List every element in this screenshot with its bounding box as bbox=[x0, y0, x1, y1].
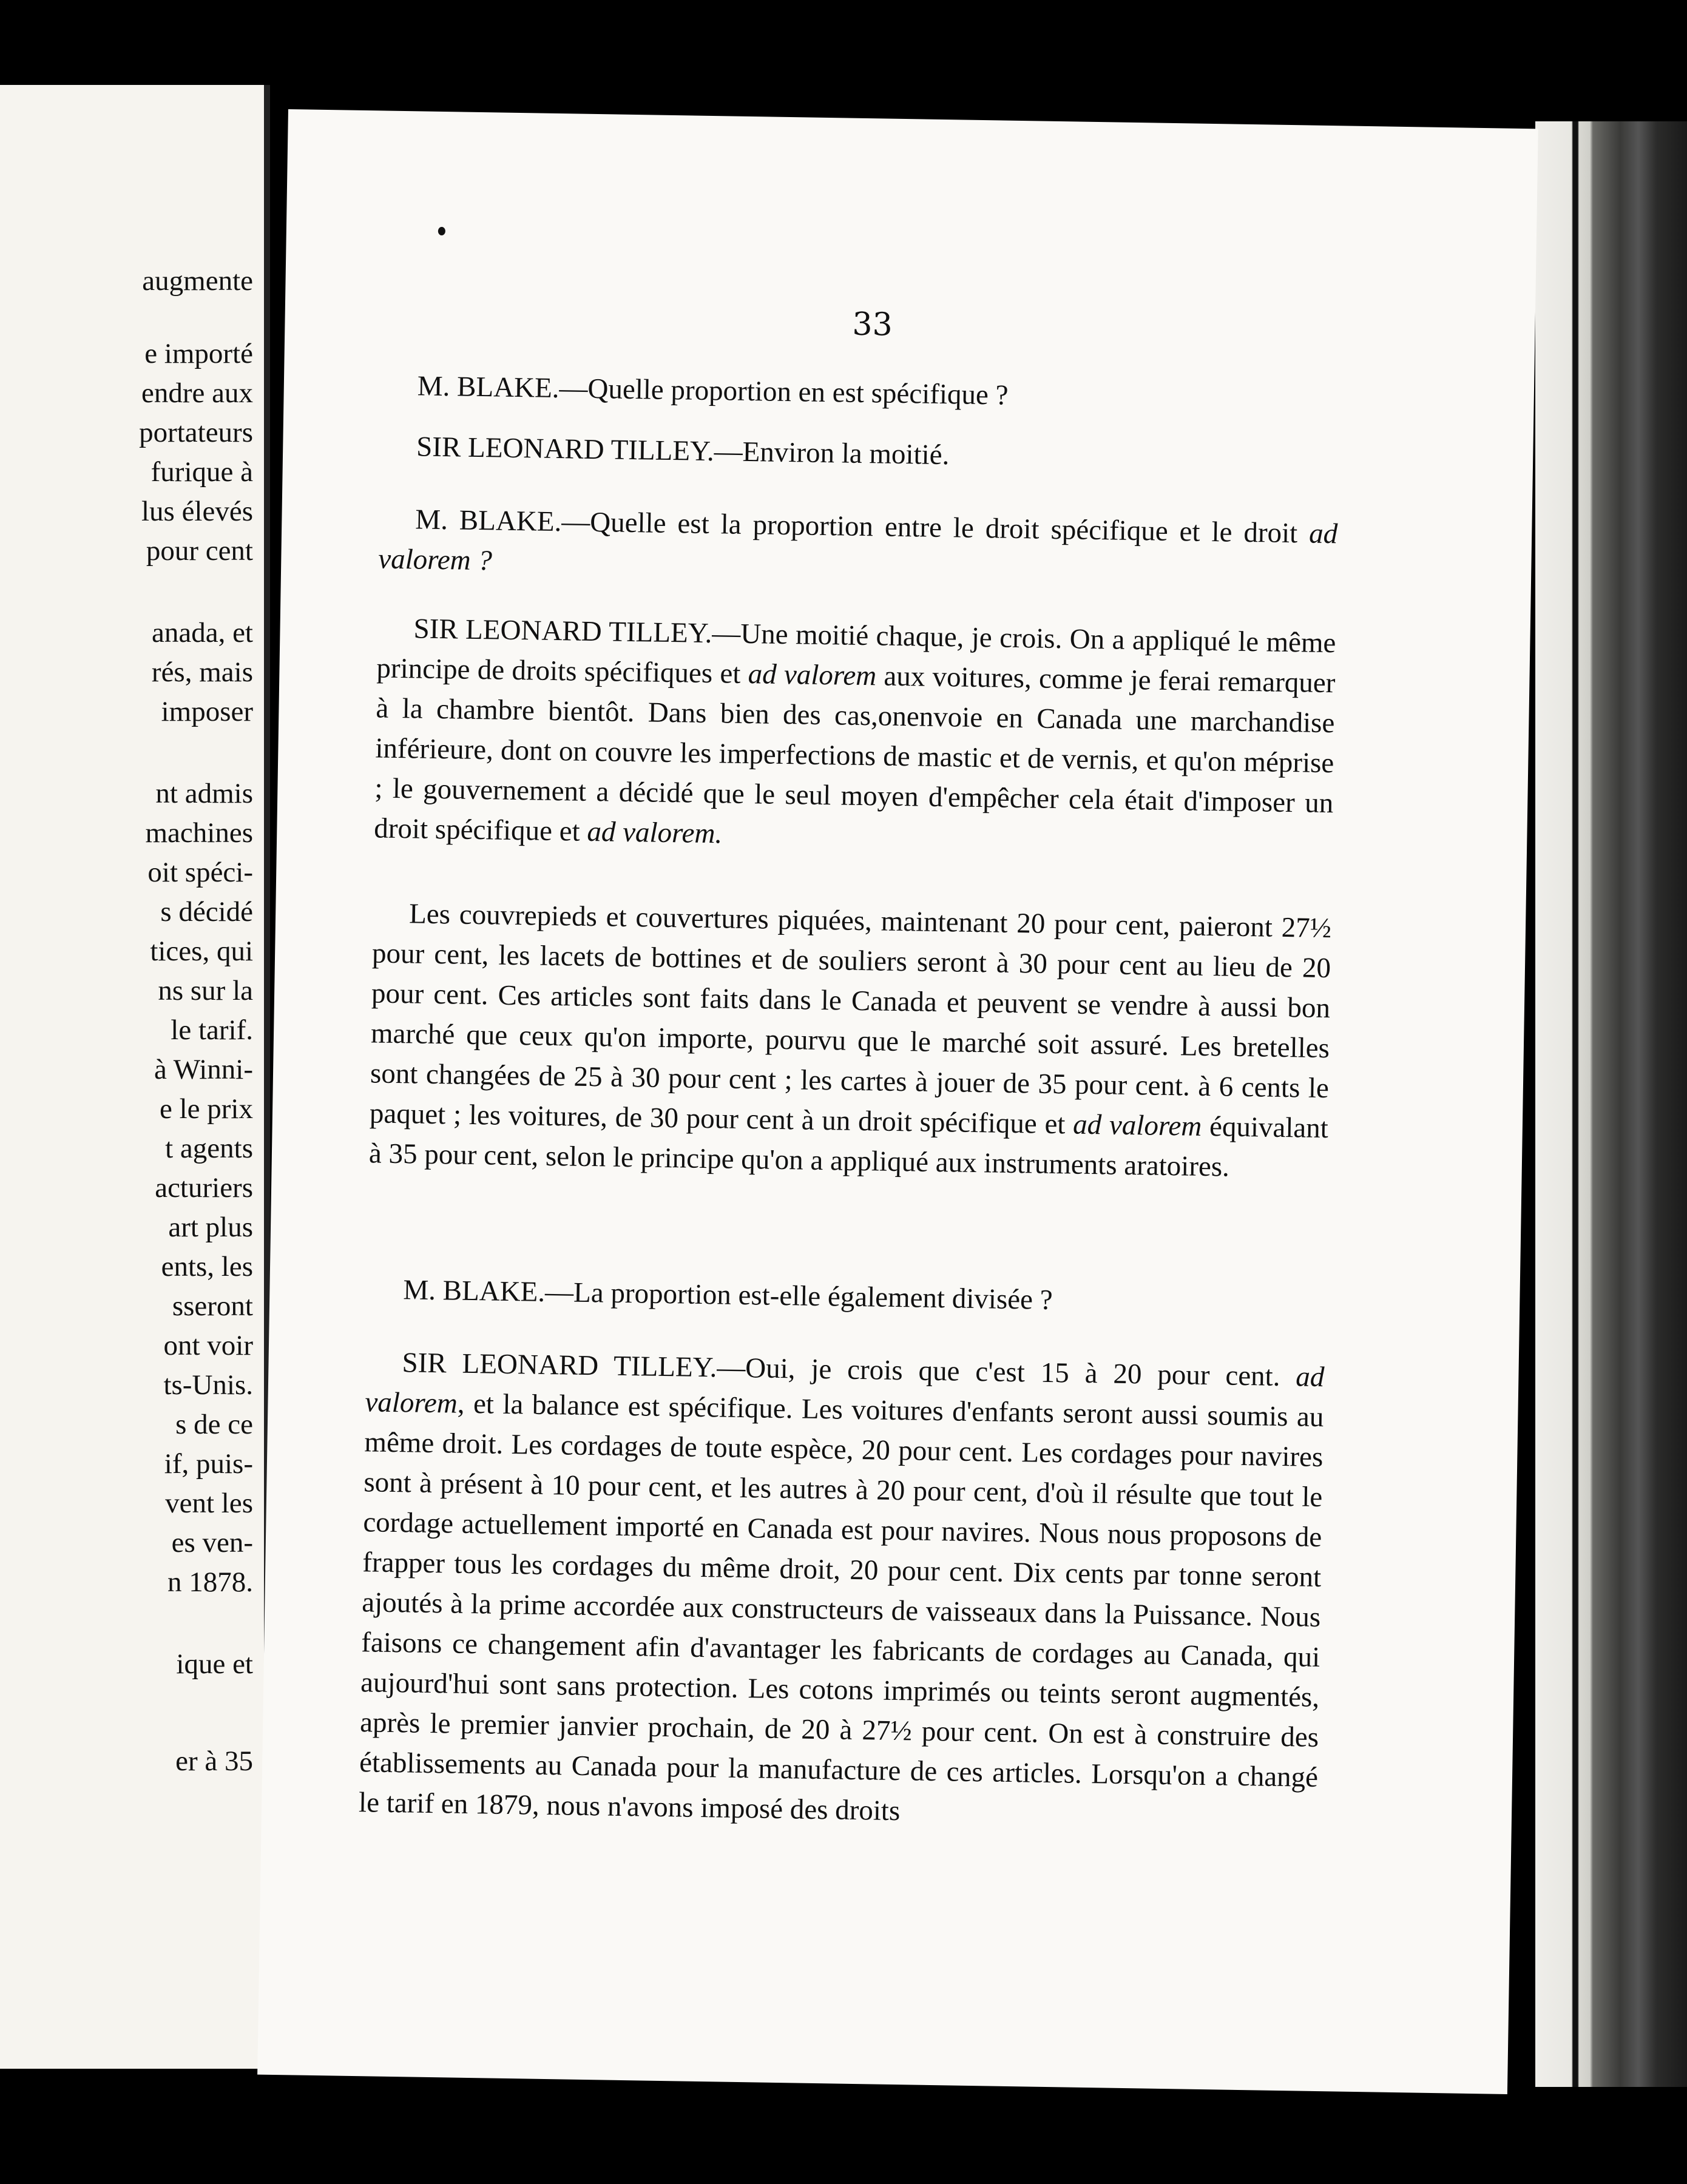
left-page-line: tices, qui bbox=[150, 935, 253, 967]
left-page-line: imposer bbox=[161, 696, 253, 727]
left-page-line: endre aux bbox=[141, 377, 253, 409]
left-page-line: vent les bbox=[165, 1488, 253, 1519]
left-page-line: e le prix bbox=[160, 1093, 253, 1125]
right-page bbox=[257, 109, 1538, 2094]
paragraph-6: M. BLAKE.—La proportion est-elle également divisée ? bbox=[403, 1274, 1053, 1316]
left-page-line: à Winni- bbox=[154, 1054, 253, 1085]
left-page-line: t agents bbox=[165, 1133, 253, 1164]
left-page-line: le tarif. bbox=[171, 1014, 253, 1046]
left-page-line: s de ce bbox=[175, 1409, 253, 1440]
book-page-edges bbox=[1535, 121, 1687, 2087]
left-page-line: furique à bbox=[150, 456, 253, 488]
left-page-line: anada, et bbox=[151, 617, 253, 649]
left-page-line: s décidé bbox=[160, 896, 253, 928]
left-page-line: art plus bbox=[168, 1212, 253, 1243]
left-page-line: ns sur la bbox=[158, 975, 253, 1006]
left-page-line: acturiers bbox=[155, 1172, 253, 1204]
left-page-line: machines bbox=[145, 817, 253, 849]
paragraph-1: M. BLAKE.—Quelle proportion en est spécifique ? bbox=[417, 370, 1009, 411]
paragraph-3: M. BLAKE.—Quelle est la proportion entre le droit spécifique et le droit ad valorem ? bbox=[377, 504, 1338, 577]
left-page-line: ique et bbox=[176, 1648, 253, 1680]
paragraph-4: SIR LEONARD TILLEY.—Une moitié chaque, je crois. On a appliqué le même principe de droits spécifiques et ad valorem aux voitures, comme je ferai remarquer à la chambre bientôt. Dans bien des cas,onenvoie en Canada une marchandise inférieure, dont on couvre les imperfections de mastic et de vernis, et qu'on méprise ; le gouvernement a décidé que le seul moyen d'empêcher cela était d'imposer un droit spécifique et ad valorem. bbox=[373, 613, 1336, 850]
left-page-line: pour cent bbox=[146, 535, 253, 567]
left-page-line: n 1878. bbox=[167, 1566, 253, 1598]
page-number: 33 bbox=[852, 306, 893, 343]
left-page-line: e importé bbox=[144, 338, 253, 369]
left-page-line: rés, mais bbox=[151, 656, 253, 688]
ink-speck bbox=[438, 227, 445, 235]
left-page-line: portateurs bbox=[139, 417, 253, 448]
left-facing-page bbox=[0, 85, 270, 2069]
left-page-line: lus élevés bbox=[141, 496, 253, 527]
left-page-line: ont voir bbox=[163, 1330, 253, 1361]
left-page-line: augmente bbox=[142, 265, 253, 297]
paragraph-7: SIR LEONARD TILLEY.—Oui, je crois que c'est 15 à 20 pour cent. ad valorem, et la balance est spécifique. Les voitures d'enfants seront aussi soumis au même droit. Les cordages de toute espèce, 20 pour cent. Les cordages pour navires sont à présent à 10 pour cent, et les autres à 20 pour cent, d'où il résulte que tout le cordage actuellement importé en Canada est pour navires. Nous nous proposons de frapper tous les cordages du même droit, 20 pour cent. Dix cents par tonne seront ajoutés à la prime accordée aux constructeurs de vaisseaux dans la Puissance. Nous faisons ce changement afin d'avantager les fabricants de cordages au Canada, qui aujourd'hui sont sans protection. Les cotons imprimés ou teints seront augmentés, après le premier janvier prochain, de 20 à 27½ pour cent. On est à construire des établissements au Canada pour la manufacture de ces articles. Lorsqu'on a changé le tarif en 1879, nous n'avons imposé des droits bbox=[358, 1347, 1325, 1827]
paragraph-2: SIR LEONARD TILLEY.—Environ la moitié. bbox=[416, 431, 950, 471]
left-page-line: ents, les bbox=[161, 1251, 253, 1282]
left-page-line: ts-Unis. bbox=[163, 1369, 253, 1401]
left-page-line: sseront bbox=[172, 1290, 253, 1322]
left-page-line: nt admis bbox=[155, 778, 253, 809]
paragraph-5: Les couvrepieds et couvertures piquées, maintenant 20 pour cent, paieront 27½ pour cent, les lacets de bottines et de souliers seront à 30 pour cent au lieu de 20 pour cent. Ces articles sont faits dans le Canada et peuvent se vendre à aussi bon marché que ceux qu'on importe, pourvu que le marché soit assuré. Les bretelles sont changées de 25 à 30 pour cent ; les cartes à jouer de 35 pour cent. à 6 cents le paquet ; les voitures, de 30 pour cent à un droit spécifique et ad valorem équivalant à 35 pour cent, selon le principe qu'on a appliqué aux instruments aratoires. bbox=[368, 898, 1332, 1183]
left-page-line: es ven- bbox=[171, 1527, 253, 1559]
left-page-line: if, puis- bbox=[164, 1448, 253, 1480]
left-page-line: er à 35 bbox=[175, 1745, 253, 1777]
left-page-line: oit spéci- bbox=[147, 857, 253, 888]
